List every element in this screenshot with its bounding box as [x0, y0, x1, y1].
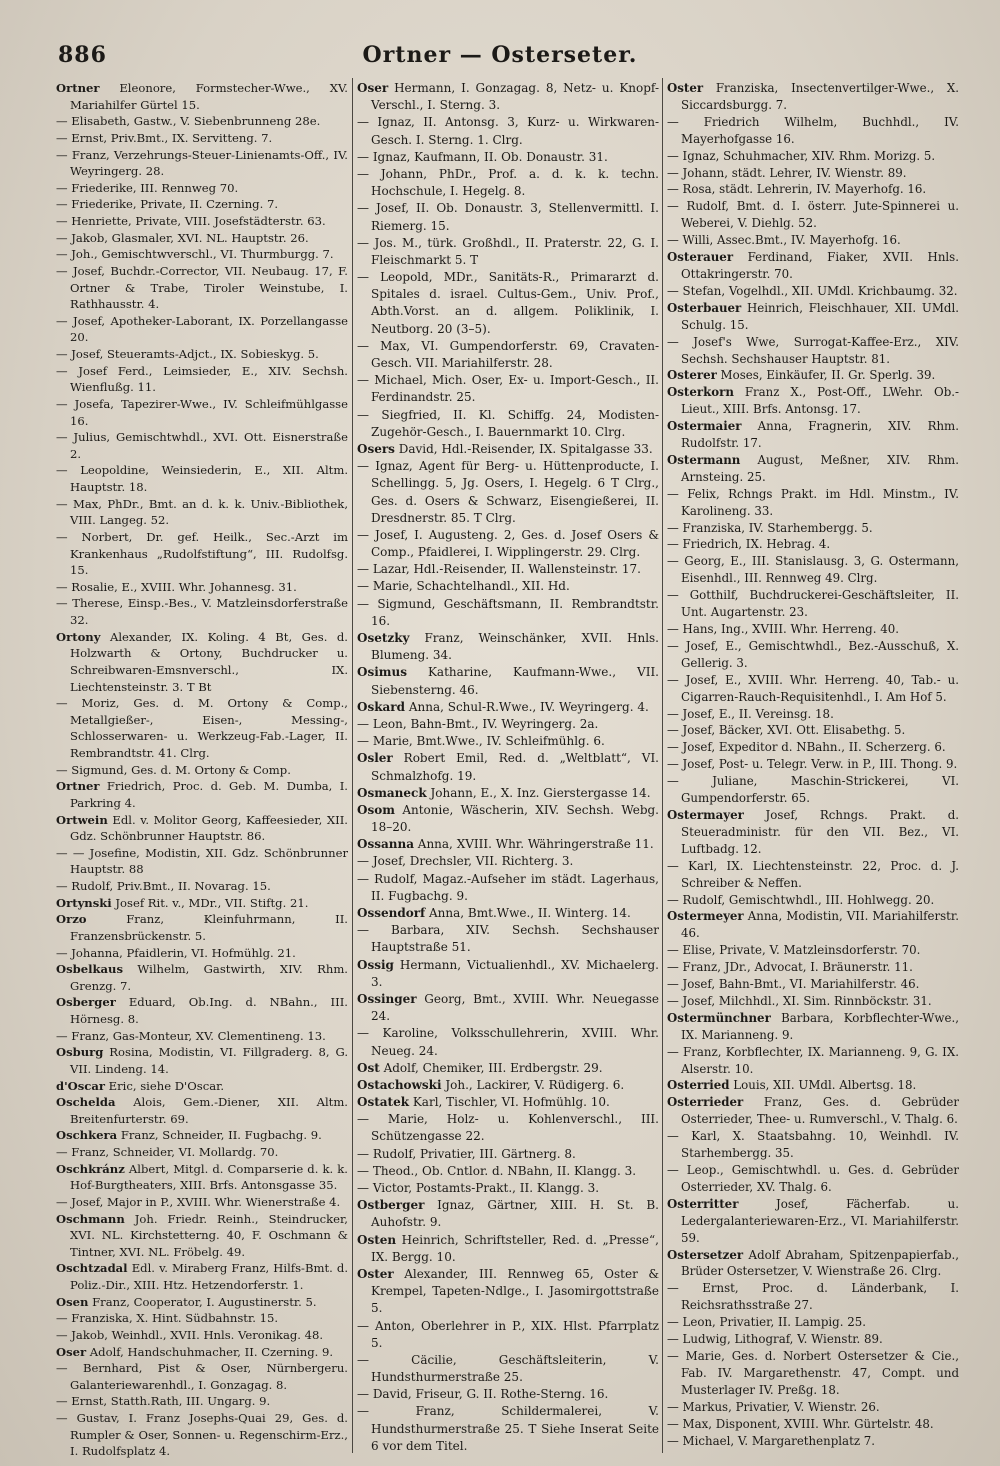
directory-entry: Oschmann Joh. Friedr. Reinh., Steindrucker, XVI. NL. Kirchstetterng. 40, F. Oschmann & Tintner, XVI. NL. Fröbelg. 49. — [56, 1211, 348, 1259]
directory-entry: — Willi, Assec.Bmt., IV. Mayerhofg. 16. — [667, 233, 901, 248]
directory-entry: Osberger Eduard, Ob.Ing. d. NBahn., III. Hörnesg. 8. — [56, 995, 348, 1026]
directory-entry: — Karl, X. Staatsbahng. 10, Weinhdl. IV. Starhembergg. 35. — [667, 1129, 959, 1161]
column-divider — [352, 78, 353, 1453]
directory-entry: — Cäcilie, Geschäftsleiterin, V. Hundsthurmerstraße 25. — [357, 1352, 659, 1385]
directory-entry: — Leopold, MDr., Sanitäts-R., Primararzt d. Spitales d. israel. Cultus-Gem., Univ. Prof., Abth.Vorst. an d. allgem. Poliklinik, I. Neutborg. 20 (3–5). — [357, 270, 659, 336]
page-header — [0, 40, 1000, 80]
directory-entry: — Franz, Korbflechter, IX. Marianneng. 9, G. IX. Alserstr. 10. — [667, 1044, 959, 1076]
directory-entry: Osen Franz, Cooperator, I. Augustinerstr. 5. — [56, 1294, 317, 1309]
directory-entry: — Leop., Gemischtwhdl. u. Ges. d. Gebrüder Osterrieder, XV. Thalg. 6. — [667, 1163, 959, 1194]
directory-column-1 — [56, 80, 348, 1460]
directory-entry: Ostermaier Anna, Fragnerin, XIV. Rhm. Rudolfstr. 17. — [667, 419, 959, 451]
directory-entry: — Sigmund, Geschäftsmann, II. Rembrandtstr. 16. — [357, 596, 659, 628]
directory-entry: Orzo Franz, Kleinfuhrmann, II. Franzensbrückenstr. 5. — [56, 912, 348, 943]
directory-entry: — Felix, Rchngs Prakt. im Hdl. Minstm., IV. Karolineng. 33. — [667, 486, 959, 518]
directory-entry: Oschtzadal Edl. v. Miraberg Franz, Hilfs-Bmt. d. Poliz.-Dir., XIII. Htz. Hetzendorferstr. 1. — [56, 1261, 348, 1292]
directory-entry: — Leon, Privatier, II. Lampig. 25. — [667, 1315, 866, 1330]
directory-entry: Osterkorn Franz X., Post-Off., LWehr. Ob.-Lieut., XIII. Brfs. Antonsg. 17. — [667, 385, 959, 417]
directory-entry: — Karl, IX. Liechtensteinstr. 22, Proc. d. J. Schreiber & Neffen. — [667, 858, 959, 890]
directory-entry: — Rudolf, Gemischtwhdl., III. Hohlwegg. 20. — [667, 892, 935, 907]
directory-entry: Ostersetzer Adolf Abraham, Spitzenpapierfab., Brüder Ostersetzer, V. Wienstraße 26. Clrg. — [667, 1247, 959, 1279]
directory-entry: Ortwein Edl. v. Molitor Georg, Kaffeesieder, XII. Gdz. Schönbrunner Hauptstr. 86. — [56, 812, 348, 844]
directory-entry: — Johann, PhDr., Prof. a. d. k. k. techn. Hochschule, I. Hegelg. 8. — [357, 166, 659, 199]
directory-entry: — Leon, Bahn-Bmt., IV. Weyringerg. 2a. — [357, 716, 599, 731]
directory-entry: — Franz, JDr., Advocat, I. Bräunerstr. 11. — [667, 960, 913, 975]
directory-entry: Osetzky Franz, Weinschänker, XVII. Hnls. Blumeng. 34. — [357, 631, 659, 663]
directory-entry: Osterer Moses, Einkäufer, II. Gr. Sperlg. 39. — [667, 368, 936, 383]
directory-entry: — Josef Ferd., Leimsieder, E., XIV. Sechsh. Wienflußg. 11. — [56, 363, 348, 395]
directory-column-2 — [357, 80, 659, 1460]
directory-entry: — Josef's Wwe, Surrogat-Kaffee-Erz., XIV. Sechsh. Sechshauser Hauptstr. 81. — [667, 334, 959, 366]
directory-entry: Osterried Louis, XII. UMdl. Albertsg. 18. — [667, 1078, 917, 1093]
directory-entry: — Barbara, XIV. Sechsh. Sechshauser Hauptstraße 51. — [357, 923, 659, 955]
directory-entry: — Friedrich Wilhelm, Buchhdl., IV. Mayerhofgasse 16. — [667, 114, 959, 146]
directory-entry: — Stefan, Vogelhdl., XII. UMdl. Krichbaumg. 32. — [667, 283, 958, 298]
directory-entry: — Max, PhDr., Bmt. an d. k. k. Univ.-Bibliothek, VIII. Langeg. 52. — [56, 496, 348, 528]
directory-entry: — Gustav, I. Franz Josephs-Quai 29, Ges. d. Rumpler & Oser, Sonnen- u. Regenschirm-Erz., I. Rudolfsplatz 4. — [56, 1411, 348, 1459]
directory-entry: Ostermünchner Barbara, Korbflechter-Wwe., IX. Marianneng. 9. — [667, 1010, 959, 1042]
directory-entry: — Theod., Ob. Cntlor. d. NBahn, II. Klangg. 3. — [357, 1163, 637, 1178]
directory-entry: Ostachowski Joh., Lackirer, V. Rüdigerg. 6. — [357, 1077, 625, 1092]
directory-entry: Osers David, Hdl.-Reisender, IX. Spitalgasse 33. — [357, 441, 653, 456]
directory-entry: — Josef, Expeditor d. NBahn., II. Scherzerg. 6. — [667, 740, 946, 755]
directory-entry: Oster Alexander, III. Rennweg 65, Oster & Krempel, Tapeten-Ndlge., I. Jasomirgottstraße 5. — [357, 1266, 659, 1316]
directory-entry: — Josef, Milchhdl., XI. Sim. Rinnböckstr. 31. — [667, 993, 932, 1008]
directory-entry: — Elise, Private, V. Matzleinsdorferstr. 70. — [667, 943, 921, 958]
directory-entry: — Rudolf, Bmt. d. I. österr. Jute-Spinnerei u. Weberei, V. Diehlg. 52. — [667, 199, 959, 231]
directory-entry: — Franz, Gas-Monteur, XV. Clementineng. 13. — [56, 1028, 326, 1043]
directory-entry: — Jakob, Glasmaler, XVI. NL. Hauptstr. 26. — [56, 230, 309, 245]
directory-entry: — Friedrich, IX. Hebrag. 4. — [667, 537, 831, 552]
directory-entry: d'Oscar Eric, siehe D'Oscar. — [56, 1078, 225, 1093]
directory-entry: — Johann, städt. Lehrer, IV. Wienstr. 89. — [667, 165, 907, 180]
directory-entry: Oschelda Alois, Gem.-Diener, XII. Altm. Breitenfurterstr. 69. — [56, 1095, 348, 1126]
directory-entry: Osburg Rosina, Modistin, VI. Fillgraderg. 8, G. VII. Lindeng. 14. — [56, 1045, 348, 1076]
directory-entry: — Max, Disponent, XVIII. Whr. Gürtelstr. 48. — [667, 1416, 934, 1431]
directory-entry: — Rosa, städt. Lehrerin, IV. Mayerhofg. 16. — [667, 182, 927, 197]
directory-entry: Oser Adolf, Handschuhmacher, II. Czerning. 9. — [56, 1344, 334, 1359]
directory-entry: — Rudolf, Magaz.-Aufseher im städt. Lagerhaus, II. Fugbachg. 9. — [357, 871, 659, 903]
directory-entry: Oser Hermann, I. Gonzagag. 8, Netz- u. Knopf-Verschl., I. Sterng. 3. — [357, 81, 659, 113]
directory-entry: — Josef, Apotheker-Laborant, IX. Porzellangasse 20. — [56, 313, 348, 345]
directory-entry: — Michael, V. Margarethenplatz 7. — [667, 1433, 876, 1448]
directory-entry: — Ernst, Proc. d. Länderbank, I. Reichsrathsstraße 27. — [667, 1281, 959, 1313]
directory-entry: — Rosalie, E., XVIII. Whr. Johannesg. 31. — [56, 579, 297, 594]
directory-entry: — Ernst, Priv.Bmt., IX. Servitteng. 7. — [56, 130, 273, 145]
directory-entry: Oster Franziska, Insectenvertilger-Wwe., X. Siccardsburgg. 7. — [667, 81, 959, 112]
directory-entry: — Sigmund, Ges. d. M. Ortony & Comp. — [56, 762, 291, 777]
directory-entry: — Michael, Mich. Oser, Ex- u. Import-Gesch., II. Ferdinandstr. 25. — [357, 373, 659, 405]
directory-entry: — Josef, II. Ob. Donaustr. 3, Stellenvermittl. I. Riemerg. 15. — [357, 201, 659, 233]
directory-entry: — Ignaz, II. Antonsg. 3, Kurz- u. Wirkwaren-Gesch. I. Sterng. 1. Clrg. — [357, 115, 659, 147]
directory-entry: — Henriette, Private, VIII. Josefstädterstr. 63. — [56, 214, 326, 228]
directory-entry: — Franz, Schneider, VI. Mollardg. 70. — [56, 1145, 279, 1159]
directory-entry: Ortner Eleonore, Formstecher-Wwe., XV. Mariahilfer Gürtel 15. — [56, 81, 348, 112]
directory-entry: — Ignaz, Agent für Berg- u. Hüttenproducte, I. Schellingg. 5, Jg. Osers, I. Hegelg. 6 T Clrg., Ges. d. Osers & Schwarz, Eisengießerei, II. Dresdnerstr. 85. T Clrg. — [357, 459, 659, 525]
directory-entry: — Hans, Ing., XVIII. Whr. Herreng. 40. — [667, 622, 899, 636]
directory-entry: Oskard Anna, Schul-R.Wwe., IV. Weyringerg. 4. — [357, 699, 649, 714]
directory-entry: — Georg, E., III. Stanislausg. 3, G. Ostermann, Eisenhdl., III. Rennweg 49. Clrg. — [667, 554, 959, 586]
directory-entry: Ostermann August, Meßner, XIV. Rhm. Arnsteing. 25. — [667, 452, 959, 484]
directory-entry: — Friederike, Private, II. Czerning. 7. — [56, 197, 279, 212]
directory-entry: — Ludwig, Lithograf, V. Wienstr. 89. — [667, 1332, 883, 1347]
directory-entry: — — Josefine, Modistin, XII. Gdz. Schönbrunner Hauptstr. 88 — [56, 845, 348, 877]
directory-entry: Ossendorf Anna, Bmt.Wwe., II. Winterg. 14. — [357, 906, 631, 920]
directory-entry: — Franz, Verzehrungs-Steuer-Linienamts-Off., IV. Weyringerg. 28. — [56, 147, 348, 179]
directory-entry: — Norbert, Dr. gef. Heilk., Sec.-Arzt im Krankenhaus „Rudolfstiftung“, III. Rudolfsg. 15. — [56, 529, 348, 578]
directory-entry: — Josefa, Tapezirer-Wwe., IV. Schleifmühlgasse 16. — [56, 396, 348, 428]
directory-entry: — Lazar, Hdl.-Reisender, II. Wallensteinstr. 17. — [357, 562, 641, 577]
directory-entry: — Leopoldine, Weinsiederin, E., XII. Altm. Hauptstr. 18. — [56, 463, 348, 494]
directory-entry: — Anton, Oberlehrer in P., XIX. Hlst. Pfarrplatz 5. — [357, 1318, 659, 1350]
directory-entry: Osmaneck Johann, E., X. Inz. Gierstergasse 14. — [357, 785, 651, 800]
directory-entry: — Ignaz, Schuhmacher, XIV. Rhm. Morizg. 5. — [667, 148, 936, 163]
directory-entry: — David, Friseur, G. II. Rothe-Sterng. 16. — [357, 1387, 609, 1402]
directory-entry: — Markus, Privatier, V. Wienstr. 26. — [667, 1399, 880, 1414]
directory-entry: — Johanna, Pfaidlerin, VI. Hofmühlg. 21. — [56, 945, 296, 960]
column-divider — [662, 78, 663, 1453]
directory-entry: — Julius, Gemischtwhdl., XVI. Ott. Eisnerstraße 2. — [56, 430, 348, 461]
directory-entry: Ortner Friedrich, Proc. d. Geb. M. Dumba, I. Parkring 4. — [56, 779, 348, 810]
directory-entry: Osterrieder Franz, Ges. d. Gebrüder Osterrieder, Thee- u. Rumverschl., V. Thalg. 6. — [667, 1095, 959, 1127]
directory-entry: — Josef, I. Augusteng. 2, Ges. d. Josef Osers & Comp., Pfaidlerei, I. Wipplingerstr. 29. Clrg. — [357, 527, 659, 560]
directory-entry: — Ignaz, Kaufmann, II. Ob. Donaustr. 31. — [357, 149, 608, 164]
directory-entry: — Rudolf, Priv.Bmt., II. Novarag. 15. — [56, 879, 271, 893]
directory-entry: — Marie, Ges. d. Norbert Ostersetzer & Cie., Fab. IV. Margarethenstr. 47, Compt. und Musterlager IV. Preßg. 18. — [667, 1348, 959, 1397]
directory-entry: Ostatek Karl, Tischler, VI. Hofmühlg. 10. — [357, 1095, 610, 1110]
directory-entry: — Max, VI. Gumpendorferstr. 69, Cravaten-Gesch. VII. Mariahilferstr. 28. — [357, 338, 659, 370]
directory-entry: — Victor, Postamts-Prakt., II. Klangg. 3. — [357, 1181, 600, 1195]
directory-entry: — Josef, Bäcker, XVI. Ott. Elisabethg. 5. — [667, 723, 906, 738]
directory-entry: Osterbauer Heinrich, Fleischhauer, XII. UMdl. Schulg. 15. — [667, 300, 959, 332]
directory-entry: — Moriz, Ges. d. M. Ortony & Comp., Metallgießer-, Eisen-, Messing-, Schlosserwaren- u. Werkzeug-Fab.-Lager, II. Rembrandtstr. 41. Clrg. — [56, 696, 348, 760]
directory-entry: Osten Heinrich, Schriftsteller, Red. d. „Presse“, IX. Bergg. 10. — [357, 1232, 659, 1264]
directory-entry: Osterritter Josef, Fächerfab. u. Ledergalanteriewaren-Erz., VI. Mariahilferstr. 59. — [667, 1196, 959, 1245]
directory-entry: — Josef, Drechsler, VII. Richterg. 3. — [357, 854, 574, 869]
page-number: 886 — [58, 42, 107, 68]
directory-entry: — Franziska, IV. Starhembergg. 5. — [667, 520, 873, 535]
directory-entry: — Josef, E., XVIII. Whr. Herreng. 40, Tab.- u. Cigarren-Rauch-Requisitenhdl., I. Am Hof 5. — [667, 672, 959, 704]
directory-entry: — Gotthilf, Buchdruckerei-Geschäftsleiter, II. Unt. Augartenstr. 23. — [667, 588, 959, 620]
directory-entry: — Josef, Post- u. Telegr. Verw. in P., III. Thong. 9. — [667, 757, 958, 772]
directory-entry: Oschkera Franz, Schneider, II. Fugbachg. 9. — [56, 1128, 322, 1143]
running-head: Ortner — Osterseter. — [362, 42, 638, 68]
directory-entry: — Josef, Bahn-Bmt., VI. Mariahilferstr. 46. — [667, 977, 920, 992]
directory-entry: — Jakob, Weinhdl., XVII. Hnls. Veronikag. 48. — [56, 1327, 324, 1342]
directory-entry: Osler Robert Emil, Red. d. „Weltblatt“, VI. Schmalzhofg. 19. — [357, 751, 659, 783]
directory-entry: — Karoline, Volksschullehrerin, XVIII. Whr. Neueg. 24. — [357, 1026, 659, 1058]
directory-entry: — Bernhard, Pist & Oser, Nürnbergeru. Galanteriewarenhdl., I. Gonzagag. 8. — [56, 1361, 348, 1392]
directory-entry: — Josef, Buchdr.-Corrector, VII. Neubaug. 17, F. Ortner & Trabe, Tiroler Weinstube, I. Rathhausstr. 4. — [56, 263, 348, 312]
directory-column-3 — [667, 80, 959, 1460]
directory-entry: Ortynski Josef Rit. v., MDr., VII. Stiftg. 21. — [56, 895, 309, 910]
directory-entry: — Elisabeth, Gastw., V. Siebenbrunneng 28e. — [56, 114, 321, 129]
directory-entry: — Josef, Major in P., XVIII. Whr. Wienerstraße 4. — [56, 1194, 341, 1209]
directory-entry: — Siegfried, II. Kl. Schiffg. 24, Modisten-Zugehör-Gesch., I. Bauernmarkt 10. Clrg. — [357, 407, 659, 439]
directory-entry: Osimus Katharine, Kaufmann-Wwe., VII. Siebensterng. 46. — [357, 665, 659, 697]
directory-entry: — Franziska, X. Hint. Südbahnstr. 15. — [56, 1311, 279, 1326]
directory-entry: Oschkránz Albert, Mitgl. d. Comparserie d. k. k. Hof-Burgtheaters, XIII. Brfs. Antonsgasse 35. — [56, 1161, 348, 1193]
directory-entry: — Friederike, III. Rennweg 70. — [56, 180, 239, 195]
directory-entry: — Ernst, Statth.Rath, III. Ungarg. 9. — [56, 1394, 271, 1409]
directory-entry: Osterauer Ferdinand, Fiaker, XVII. Hnls. Ottakringerstr. 70. — [667, 250, 959, 281]
directory-entry: Ost Adolf, Chemiker, III. Erdbergstr. 29. — [357, 1060, 603, 1075]
directory-entry: Osbelkaus Wilhelm, Gastwirth, XIV. Rhm. Grenzg. 7. — [56, 962, 348, 993]
directory-entry: — Marie, Bmt.Wwe., IV. Schleifmühlg. 6. — [357, 734, 605, 749]
directory-entry: Ostermeyer Anna, Modistin, VII. Mariahilferstr. 46. — [667, 909, 959, 941]
directory-entry: — Franz, Schildermalerei, V. Hundsthurmerstraße 25. T Siehe Inserat Seite 6 vor dem Titel. — [357, 1404, 659, 1453]
directory-entry: Ossig Hermann, Victualienhdl., XV. Michaelerg. 3. — [357, 957, 659, 989]
directory-entry: — Joh., Gemischtwverschl., VI. Thurmburgg. 7. — [56, 247, 334, 262]
directory-entry: — Jos. M., türk. Großhdl., II. Praterstr. 22, G. I. Fleischmarkt 5. T — [357, 235, 659, 267]
directory-entry: Ostberger Ignaz, Gärtner, XIII. H. St. B. Auhofstr. 9. — [357, 1198, 659, 1230]
directory-entry: Ostermayer Josef, Rchngs. Prakt. d. Steueradministr. für den VII. Bez., VI. Luftbadg. 12. — [667, 807, 959, 856]
directory-entry: — Josef, E., Gemischtwhdl., Bez.-Ausschuß, X. Gellerig. 3. — [667, 638, 959, 670]
directory-entry: — Josef, E., II. Vereinsg. 18. — [667, 706, 834, 721]
directory-entry: Ortony Alexander, IX. Koling. 4 Bt, Ges. d. Holzwarth & Ortony, Buchdrucker u. Schreibwaren-Emsnverschl., IX. Liechtensteinstr. 3. T Bt — [56, 629, 348, 694]
directory-entry: — Marie, Schachtelhandl., XII. Hd. — [357, 579, 570, 594]
directory-entry: — Juliane, Maschin-Strickerei, VI. Gumpendorferstr. 65. — [667, 774, 959, 806]
directory-entry: Ossinger Georg, Bmt., XVIII. Whr. Neuegasse 24. — [357, 991, 659, 1024]
directory-entry: — Therese, Einsp.-Bes., V. Matzleinsdorferstraße 32. — [56, 596, 348, 627]
directory-entry: — Josef, Steueramts-Adjct., IX. Sobieskyg. 5. — [56, 347, 319, 361]
directory-entry: Ossanna Anna, XVIII. Whr. Währingerstraße 11. — [357, 837, 654, 852]
directory-entry: — Marie, Holz- u. Kohlenverschl., III. Schützengasse 22. — [357, 1112, 659, 1144]
directory-entry: Osom Antonie, Wäscherin, XIV. Sechsh. Webg. 18–20. — [357, 802, 659, 835]
directory-entry: — Rudolf, Privatier, III. Gärtnerg. 8. — [357, 1146, 576, 1161]
